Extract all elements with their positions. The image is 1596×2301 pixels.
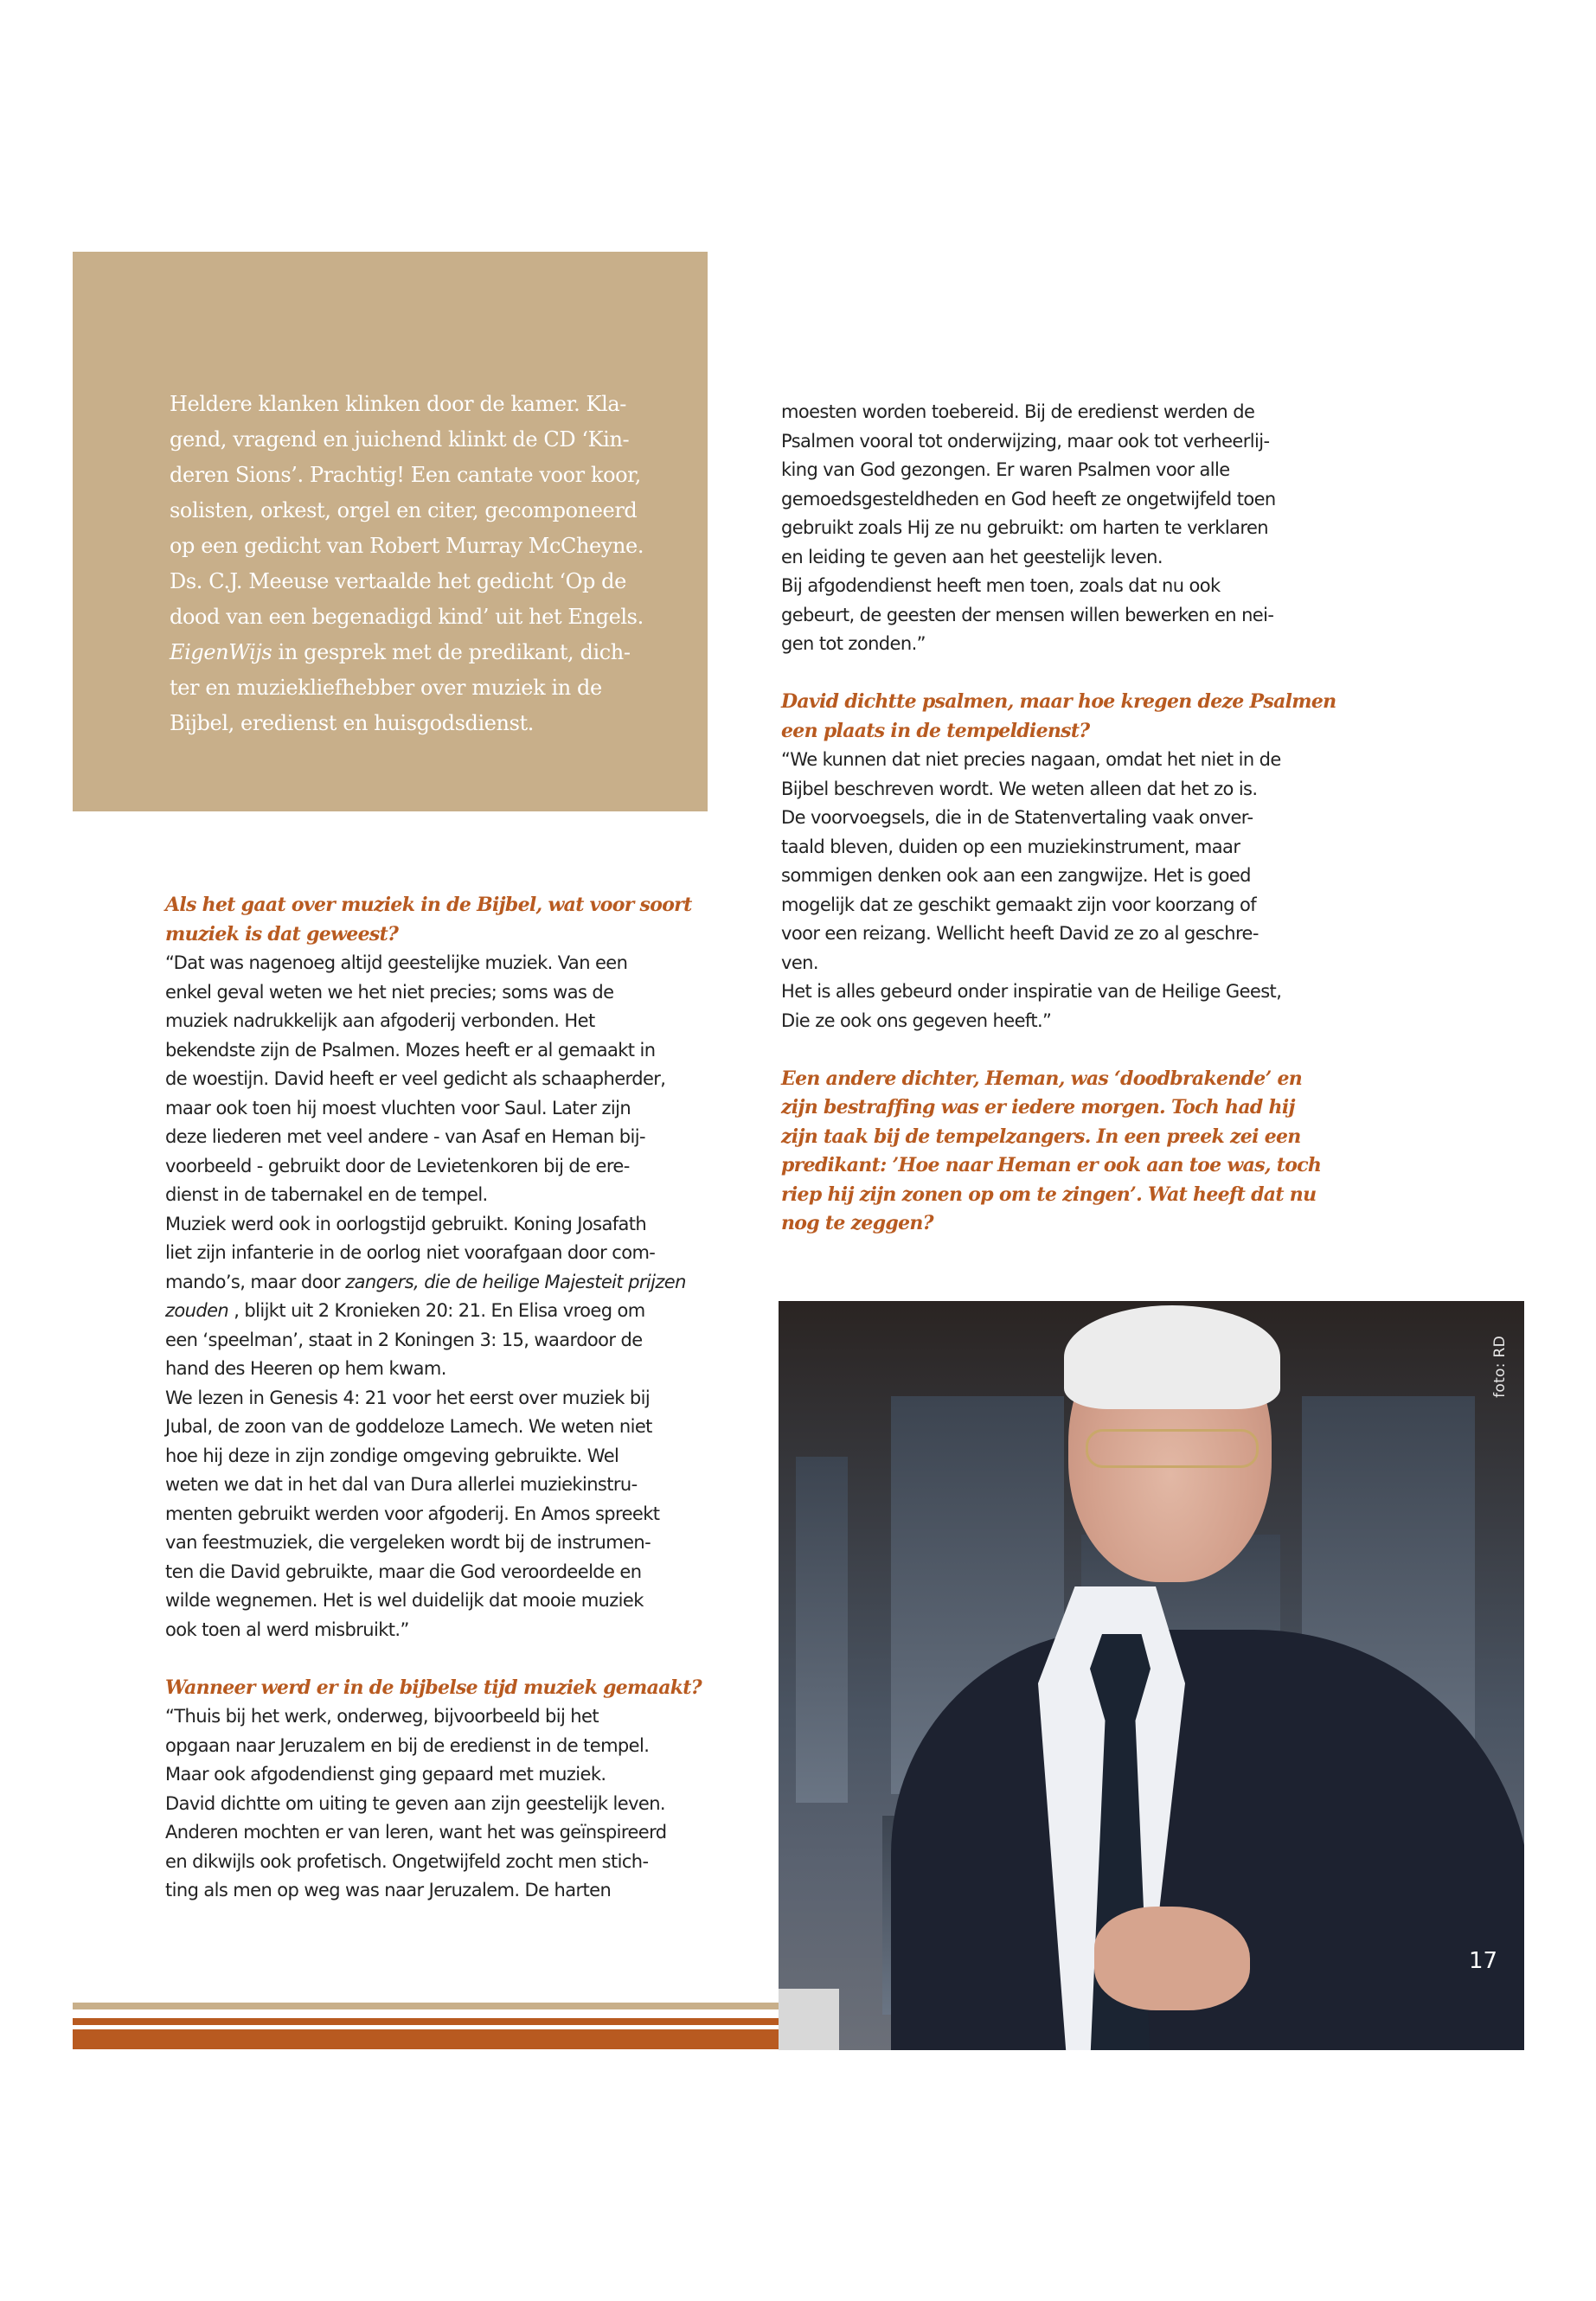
answer-line: moesten worden toebereid. Bij de eredienst werden de <box>781 401 1255 422</box>
intro-line: Ds. C.J. Meeuse vertaalde het gedicht ‘Op de <box>170 569 626 593</box>
question-line: David dichtte psalmen, maar hoe kregen deze Psalmen <box>781 690 1336 713</box>
answer-line: taald bleven, duiden op een muziekinstrument, maar <box>781 836 1240 857</box>
question-line: predikant: ’Hoe naar Heman er ook aan toe was, toch <box>781 1154 1322 1176</box>
answer-2 <box>165 1702 710 1906</box>
answer-line: Jubal, de zoon van de goddeloze Lamech. We weten niet <box>165 1416 652 1437</box>
answer-line: wilde wegnemen. Het is wel duidelijk dat mooie muziek <box>165 1590 644 1611</box>
window-pane <box>796 1457 848 1803</box>
intro-line-rest: in gesprek met de predikant, dich- <box>272 640 631 664</box>
question-line: nog te zeggen? <box>781 1212 933 1234</box>
intro-line: solisten, orkest, orgel en citer, gecomponeerd <box>170 498 638 522</box>
answer-line: ven. <box>781 952 818 973</box>
intro-lead-text <box>170 387 671 741</box>
answer-3 <box>781 746 1335 1035</box>
right-column <box>781 398 1335 1239</box>
answer-line: Anderen mochten er van leren, want het was geïnspireerd <box>165 1822 667 1843</box>
intro-line: deren Sions’. Prachtig! Een cantate voor koor, <box>170 463 641 487</box>
answer-line: ting als men op weg was naar Jeruzalem. De harten <box>165 1880 612 1900</box>
scripture-quote: zouden <box>165 1300 229 1321</box>
question-line: zijn bestraffing was er iedere morgen. Toch had hij <box>781 1096 1295 1118</box>
answer-line: Bij afgodendienst heeft men toen, zoals dat nu ook <box>781 575 1221 596</box>
question-line: zijn taak bij de tempelzangers. In een preek zei een <box>781 1125 1301 1148</box>
photo-hair <box>1064 1305 1280 1409</box>
answer-line <box>165 1297 710 1326</box>
answer-line: en leiding te geven aan het geestelijk leven. <box>781 546 1163 567</box>
answer-line: muziek nadrukkelijk aan afgoderij verbonden. Het <box>165 1010 595 1031</box>
answer-line: hand des Heeren op hem kwam. <box>165 1358 446 1379</box>
question-2 <box>165 1674 710 1703</box>
portrait-photo <box>779 1301 1524 2050</box>
question-line: een plaats in de tempeldienst? <box>781 719 1090 742</box>
scripture-quote: zangers, die de heilige Majesteit prijzen <box>345 1271 686 1292</box>
intro-line: Bijbel, eredienst en huisgodsdienst. <box>170 711 534 735</box>
paragraph-gap <box>781 659 1335 689</box>
paragraph-gap <box>165 1644 710 1674</box>
answer-line: “Thuis bij het werk, onderweg, bijvoorbeeld bij het <box>165 1706 599 1727</box>
text-run: mando’s, maar door <box>165 1271 346 1292</box>
answer-line: gebeurt, de geesten der mensen willen bewerken en nei- <box>781 604 1274 625</box>
answer-line: Het is alles gebeurd onder inspiratie van de Heilige Geest, <box>781 981 1282 1002</box>
answer-line: king van God gezongen. Er waren Psalmen voor alle <box>781 459 1230 480</box>
answer-2-continued <box>781 398 1335 659</box>
answer-line: liet zijn infanterie in de oorlog niet voorafgaan door com- <box>165 1242 656 1263</box>
intro-line: ter en muziekliefhebber over muziek in de <box>170 676 602 700</box>
intro-line: op een gedicht van Robert Murray McCheyne. <box>170 534 644 558</box>
answer-line: opgaan naar Jeruzalem en bij de eredienst in de tempel. <box>165 1734 650 1756</box>
left-column <box>165 891 710 1906</box>
question-1 <box>165 891 710 949</box>
intro-line: gend, vragend en juichend klinkt de CD ‘Kin- <box>170 427 630 452</box>
question-line: riep hij zijn zonen op om te zingen’. Wat heeft dat nu <box>781 1183 1317 1206</box>
answer-line: voorbeeld - gebruikt door de Levietenkoren bij de ere- <box>165 1155 630 1176</box>
question-line: Als het gaat over muziek in de Bijbel, wat voor soort <box>165 894 692 916</box>
photo-glasses <box>1086 1429 1259 1468</box>
answer-line: dienst in de tabernakel en de tempel. <box>165 1184 488 1205</box>
answer-line <box>165 1268 710 1298</box>
answer-line: ook toen al werd misbruikt.” <box>165 1618 409 1640</box>
question-line: Wanneer werd er in de bijbelse tijd muziek gemaakt? <box>165 1676 702 1699</box>
answer-line: “Dat was nagenoeg altijd geestelijke muziek. Van een <box>165 952 628 973</box>
answer-1 <box>165 949 710 1644</box>
answer-line: Bijbel beschreven wordt. We weten alleen dat het zo is. <box>781 778 1258 799</box>
answer-line: Die ze ook ons gegeven heeft.” <box>781 1009 1052 1031</box>
answer-line: gemoedsgesteldheden en God heeft ze ongetwijfeld toen <box>781 488 1276 510</box>
question-3 <box>781 688 1335 746</box>
answer-line: deze liederen met veel andere - van Asaf en Heman bij- <box>165 1126 645 1147</box>
building-pillar <box>779 1989 839 2050</box>
answer-line: hoe hij deze in zijn zondige omgeving gebruikte. Wel <box>165 1445 619 1466</box>
question-line: muziek is dat geweest? <box>165 922 399 945</box>
answer-line: David dichtte om uiting te geven aan zijn geestelijk leven. <box>165 1792 665 1814</box>
answer-line: mogelijk dat ze geschikt gemaakt zijn voor koorzang of <box>781 894 1256 915</box>
footer-bar-tan <box>73 2003 779 2009</box>
footer-bar-orange-thick <box>73 2029 779 2049</box>
answer-line: een ‘speelman’, staat in 2 Koningen 3: 15, waardoor de <box>165 1329 643 1350</box>
intro-line: dood van een begenadigd kind’ uit het Engels. <box>170 605 644 629</box>
answer-line: Maar ook afgodendienst ging gepaard met muziek. <box>165 1764 606 1785</box>
answer-line: De voorvoegsels, die in de Statenvertaling vaak onver- <box>781 807 1253 828</box>
answer-line: en dikwijls ook profetisch. Ongetwijfeld zocht men stich- <box>165 1850 649 1872</box>
photo-hand <box>1094 1907 1250 2010</box>
answer-line: enkel geval weten we het niet precies; soms was de <box>165 981 614 1003</box>
answer-line: “We kunnen dat niet precies nagaan, omdat het niet in de <box>781 749 1281 770</box>
answer-line: gebruikt zoals Hij ze nu gebruikt: om harten te verklaren <box>781 517 1268 538</box>
intro-line: Heldere klanken klinken door de kamer. Kla- <box>170 392 626 416</box>
intro-line <box>170 635 671 670</box>
question-line: Een andere dichter, Heman, was ‘doodbrakende’ en <box>781 1067 1303 1090</box>
paragraph-gap <box>781 1035 1335 1065</box>
answer-line: van feestmuziek, die vergeleken wordt bij de instrumen- <box>165 1532 651 1553</box>
photo-credit: foto: RD <box>1491 1336 1509 1398</box>
answer-line: menten gebruikt werden voor afgoderij. En Amos spreekt <box>165 1503 660 1524</box>
answer-line: Psalmen vooral tot onderwijzing, maar ook tot verheerlij- <box>781 430 1270 452</box>
page-number: 17 <box>1469 1948 1498 1974</box>
answer-line: de woestijn. David heeft er veel gedicht als schaapherder, <box>165 1068 666 1089</box>
answer-line: sommigen denken ook aan een zangwijze. Het is goed <box>781 865 1251 886</box>
answer-line: Muziek werd ook in oorlogstijd gebruikt. Koning Josafath <box>165 1213 647 1234</box>
answer-line: We lezen in Genesis 4: 21 voor het eerst over muziek bij <box>165 1387 651 1408</box>
footer-bar-orange-thin <box>73 2018 779 2025</box>
answer-line: weten we dat in het dal van Dura allerlei muziekinstru- <box>165 1474 638 1495</box>
answer-line: bekendste zijn de Psalmen. Mozes heeft er al gemaakt in <box>165 1039 656 1061</box>
magazine-name: EigenWijs <box>170 640 272 664</box>
text-run: , blijkt uit 2 Kronieken 20: 21. En Elisa vroeg om <box>228 1300 645 1321</box>
answer-line: ten die David gebruikte, maar die God veroordeelde en <box>165 1561 642 1582</box>
answer-line: gen tot zonden.” <box>781 633 926 654</box>
answer-line: voor een reizang. Wellicht heeft David ze zo al geschre- <box>781 923 1259 944</box>
question-4 <box>781 1065 1335 1239</box>
answer-line: maar ook toen hij moest vluchten voor Saul. Later zijn <box>165 1097 631 1118</box>
